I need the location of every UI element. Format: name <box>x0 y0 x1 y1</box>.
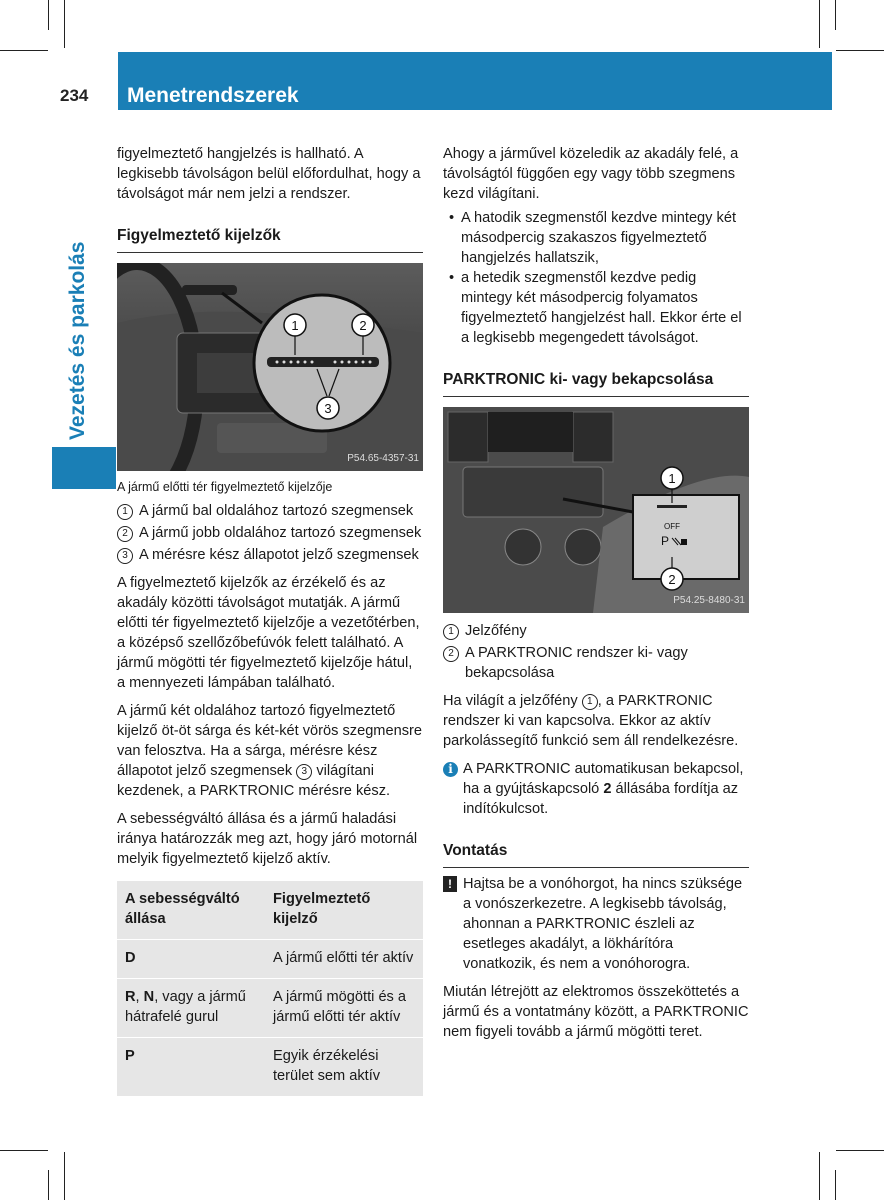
crop-mark <box>819 1152 820 1200</box>
warning-note: ! Hajtsa be a vonóhorgot, ha nincs szüksége a vonószerkezetre. A legkisebb távolság, ahonnan a PARKTRONIC észleli az esetleges akadályt, a lökhárítóra vonatkozik, és nem a vonóhorogra. <box>443 874 749 974</box>
list-item: • a hetedik szegmenstől kezdve pedig mintegy két másodpercig folyamatos figyelmeztető hangjelzést hall. Ekkor érte el a legkisebb megengedett távolságot. <box>449 270 742 346</box>
column-right <box>443 144 749 1050</box>
list-item: • A hatodik szegmenstől kezdve mintegy két másodpercig szakaszos figyelmeztető hangjelzés hallatszik, <box>449 210 736 266</box>
table-row: D A jármű előtti tér aktív <box>117 940 423 979</box>
crop-mark <box>64 1152 65 1200</box>
list-item: 2 A PARKTRONIC rendszer ki- vagy bekapcsolása <box>443 643 749 683</box>
callout-2: 2 <box>668 572 676 587</box>
list-item: 1 A jármű bal oldalához tartozó szegmensek <box>117 501 423 521</box>
side-tab-label: Vezetés és parkolás <box>66 241 89 440</box>
callout-3: 3 <box>324 401 332 416</box>
list-item: 2 A jármű jobb oldalához tartozó szegmensek <box>117 523 423 543</box>
info-icon: i <box>443 762 458 777</box>
paragraph: A sebességváltó állása és a jármű haladási iránya határozzák meg azt, hogy járó motornál melyik figyelmeztető kijelző aktív. <box>117 811 418 867</box>
page-title: Menetrendszerek <box>127 84 299 107</box>
crop-mark <box>0 1150 48 1151</box>
callout-2: 2 <box>359 318 367 333</box>
paragraph: Ha világít a jelzőfény 1 , a PARKTRONIC rendszer ki van kapcsolva. Ekkor az aktív parkolássegítő funkció sem áll rendelkezésre. <box>443 693 739 749</box>
header-divider <box>116 52 118 110</box>
image-code: P54.65-4357-31 <box>347 453 419 464</box>
crop-mark <box>48 1170 49 1200</box>
paragraph: A figyelmeztető kijelzők az érzékelő és az akadály közötti távolságot mutatják. A jármű előtti tér figyelmeztető kijelzője a vezetőtérben, a középső szellőzőbefúvók felett található. A jármű mögötti tér figyelmeztető kijelzője hátul, a mennyezeti lámpában található. <box>117 575 420 691</box>
section-heading: Figyelmeztető kijelzők <box>117 226 423 253</box>
side-tab <box>52 447 116 489</box>
crop-mark <box>835 0 836 30</box>
paragraph: Miután létrejött az elektromos összeköttetés a jármű és a vontatmány között, a PARKTRONIC nem figyeli tovább a jármű mögötti teret. <box>443 984 749 1040</box>
image-caption: A jármű előtti tér figyelmeztető kijelzője <box>117 480 333 494</box>
list-item: 3 A mérésre kész állapotot jelző szegmensek <box>117 545 423 565</box>
table-row: R, N, vagy a jármű hátrafelé gurul A jármű mögötti és a jármű előtti tér aktív <box>117 979 423 1038</box>
crop-mark <box>819 0 820 48</box>
table-header: A sebességváltó állása <box>125 891 240 927</box>
crop-mark <box>0 50 48 51</box>
crop-mark <box>64 0 65 48</box>
intro-paragraph: figyelmeztető hangjelzés is hallható. A legkisebb távolságon belül előfordulhat, hogy a távolságot már nem jelzi a rendszer. <box>117 146 421 202</box>
table-header: Figyelmeztető kijelző <box>273 891 371 927</box>
dashboard-warning-display-image <box>117 263 423 471</box>
paragraph: A jármű két oldalához tartozó figyelmeztető kijelző öt-öt sárga és két-két vörös szegmensre van felosztva. Ha a sárga, mérésre kész állapotot jelző szegmensek 3 világítani kezdenek, a PARKTRONIC mérésre kész. <box>117 703 422 799</box>
intro-paragraph: Ahogy a járművel közeledik az akadály felé, a távolságtól függően egy vagy több szegmens kezd világítani. <box>443 146 739 202</box>
column-left <box>117 144 423 1096</box>
callout-1: 1 <box>291 318 299 333</box>
callout-1: 1 <box>668 471 676 486</box>
info-note: i A PARKTRONIC automatikusan bekapcsol, ha a gyújtáskapcsoló 2 állásába fordítja az indítókulcsot. <box>443 759 749 819</box>
gear-position-table <box>117 881 423 1096</box>
section-heading: Vontatás <box>443 841 749 868</box>
crop-mark <box>48 0 49 30</box>
crop-mark <box>836 50 884 51</box>
warning-icon: ! <box>443 876 457 892</box>
crop-mark <box>836 1150 884 1151</box>
off-label: OFF <box>664 522 680 531</box>
table-row: P Egyik érzékelési terület sem aktív <box>117 1038 423 1097</box>
list-item: 1 Jelzőfény <box>443 621 749 641</box>
crop-mark <box>835 1170 836 1200</box>
image-code: P54.25-8480-31 <box>673 595 745 606</box>
page-number: 234 <box>60 86 89 105</box>
p-label: P <box>660 534 670 548</box>
section-heading: PARKTRONIC ki- vagy bekapcsolása <box>443 370 749 397</box>
parktronic-button-image <box>443 407 749 613</box>
